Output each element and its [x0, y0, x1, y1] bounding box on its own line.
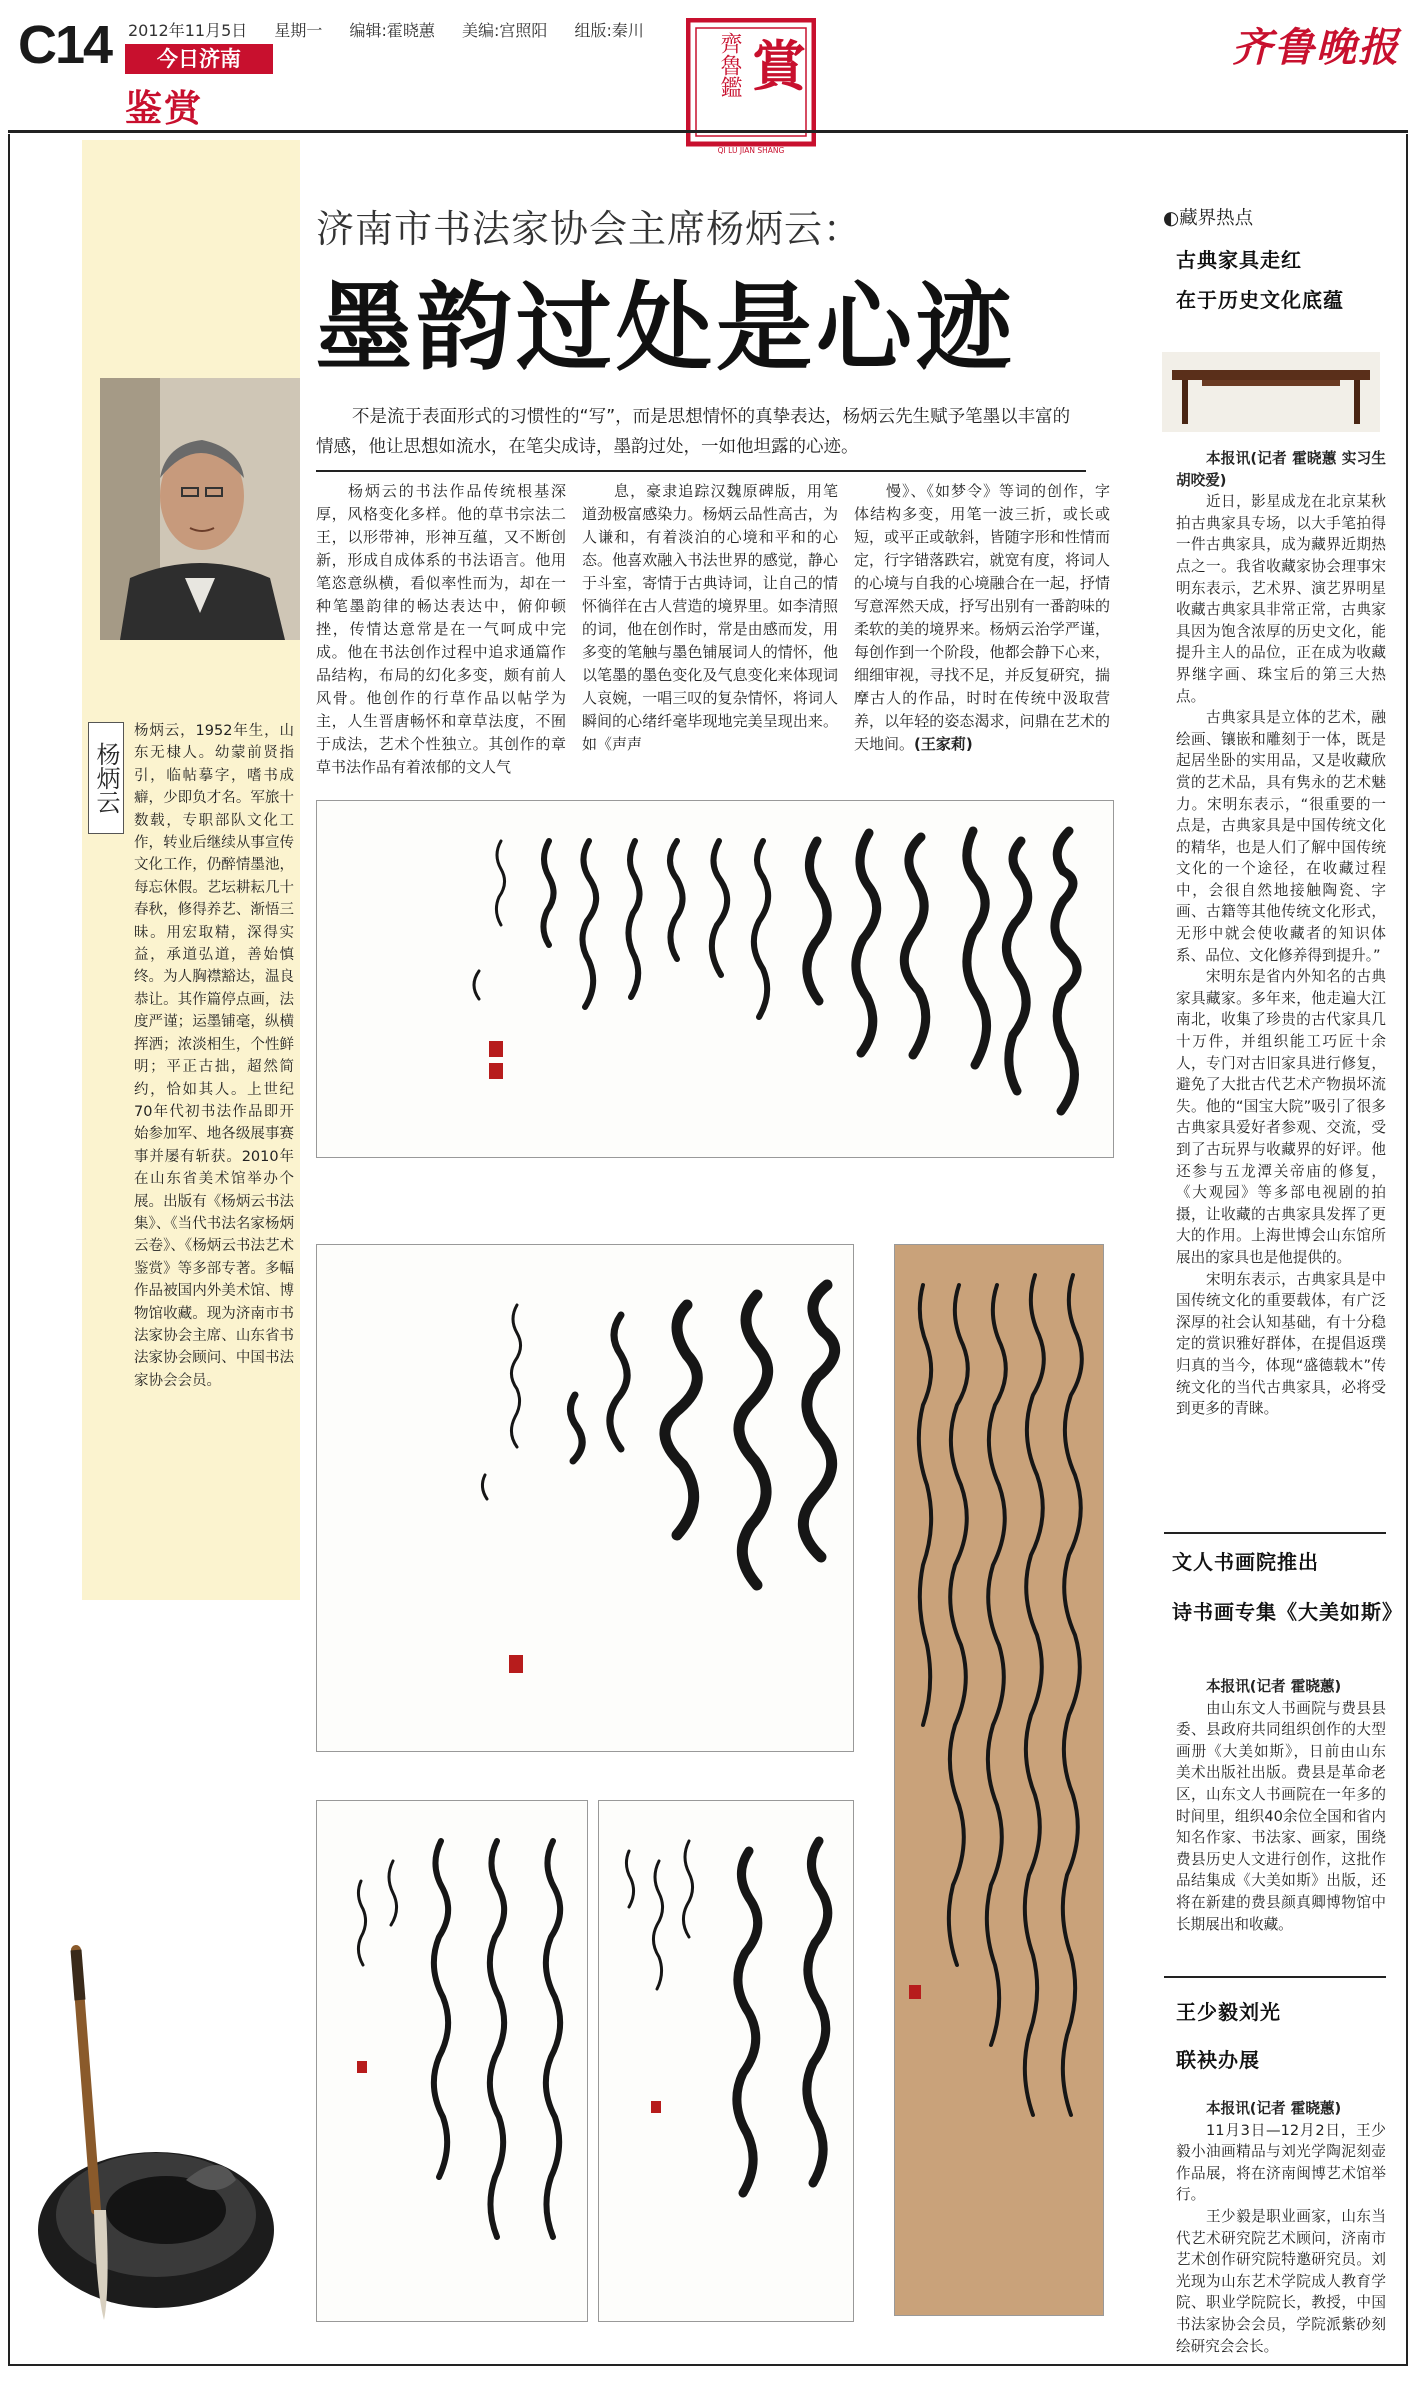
frame-bottom: [8, 2364, 1408, 2366]
page-number: C14: [18, 15, 112, 75]
story2-para1: 由山东文人书画院与费县县委、县政府共同组织创作的大型画册《大美如斯》，日前由山东美术出版社出版。费县是革命老区，山东文人书画院在一年多的时间里，组织40余位全国和省内知名作家、书法家、画家，围绕费县历史人文进行创作，这批作品结集成《大美如斯》出版，还将在新建的费县颜真卿博物馆中长期展出和收藏。: [1176, 1699, 1386, 1933]
story2-title-line1: 文人书画院推出: [1172, 1550, 1319, 1574]
newspaper-brand: 齐鲁晚报: [1232, 25, 1400, 71]
article-kicker: 济南市书法家协会主席杨炳云：: [316, 207, 863, 251]
issue-weekday: 星期一: [274, 21, 323, 40]
article-lead: 不是流于表面形式的习惯性的“写”，而是思想情怀的真挚表达，杨炳云先生赋予笔墨以丰富的情感，他让思想如流水，在笔尖成诗，墨韵过处，一如他坦露的心迹。: [316, 407, 1071, 457]
article-column-2: 息，豪隶追踪汉魏原碑版，用笔道劲极富感染力。杨炳云品性高古，为人谦和，有着淡泊的心境和平和的心态。他喜欢融入书法世界的感觉，静心于斗室，寄情于古典诗词，让自己的情怀徜徉在古人营造的境界里。如李清照的词，他在创作时，常是由感而发，用多变的笔触与墨色铺展词人的情怀，他以笔墨的墨色变化及气息变化来体现词人哀婉，一唱三叹的复杂情怀，将词人瞬间的心绪纤毫毕现地完美呈现出来。如《声声: [582, 482, 838, 753]
issue-meta: [128, 18, 666, 41]
frame-right: [1406, 134, 1408, 2366]
calligraphy-work-1: [316, 800, 1114, 1158]
logo-main-char: 賞: [752, 34, 806, 98]
typesetter-credit: 组版:秦川: [574, 21, 644, 40]
calligraphy-work-3: [894, 1244, 1104, 2316]
story3-para2: 王少毅是职业画家，山东当代艺术研究院艺术顾问，济南市艺术创作研究院特邀研究员。刘光现为山东艺术学院成人教育学院、职业学院院长，教授，中国书法家协会会员，学院派紫砂刻绘研究会会长。: [1176, 2207, 1386, 2355]
article-column-3-text: 慢》、《如梦令》等词的创作，字体结构多变，用笔一波三折，或长或短，或平正或欹斜，皆随字形和性情而定，行字错落跌宕，就宽有度，将词人的心境与自我的心境融合在一起，抒情写意浑然天成，抒写出别有一番韵味的柔软的美的境界来。杨炳云治学严谨，每创作到一个阶段，他都会静下心来，细细审视，寻找不足，并反复研究，揣摩古人的作品，时时在传统中汲取营养，以年轻的姿态渴求，问鼎在艺术的天地间。: [854, 482, 1110, 753]
story1-title-line2: 在于历史文化底蕴: [1176, 288, 1344, 312]
article-column-1: 杨炳云的书法作品传统根基深厚，风格变化多样。他的草书宗法二王，以形带神，形神互蕴，又不断创新，形成自成体系的书法语言。他用笔恣意纵横，看似率性而为，却在一种笔墨韵律的畅达表达中，俯仰顿挫，传情达意常是在一气呵成中完成。他在书法创作过程中追求通篇作品结构，布局的幻化多变，颇有前人风骨。他创作的行草作品以帖学为主，人生晋唐畅怀和章草法度，不囿于成法，艺术个性独立。其创作的章草书法作品有着浓郁的文人气: [316, 482, 566, 776]
column-logo: [686, 18, 816, 166]
story3-para1: 11月3日—12月2日，王少毅小油画精品与刘光学陶泥刻壶作品展，将在济南闽博艺术馆举行。: [1176, 2121, 1386, 2204]
story1-para1: 近日，影星成龙在北京某秋拍古典家具专场，以大手笔拍得一件古典家具，成为藏界近期热点之一。我省收藏家协会理事宋明东表示，艺术界、演艺界明星收藏古典家具非常正常，古典家具因为饱含浓厚的历史文化，能提升主人的品位，正在成为收藏界继字画、珠宝后的第三大热点。: [1176, 493, 1386, 705]
editor-credit: 编辑:霍晓蕙: [349, 21, 435, 40]
masthead-rule: [8, 130, 1408, 133]
antique-table-photo: [1162, 352, 1380, 432]
section-name: 鉴赏: [125, 87, 203, 130]
portrait-caption: 杨炳云: [88, 722, 124, 834]
right-section-label: ◐藏界热点: [1163, 208, 1254, 229]
story1-dateline: 本报讯(记者 霍晓蕙 实习生 胡咬爱): [1176, 450, 1386, 489]
story2-divider: [1164, 1532, 1386, 1534]
story1-title-line1: 古典家具走红: [1176, 248, 1302, 272]
calligraphy-work-2: [316, 1244, 854, 1752]
designer-credit: 美编:宫照阳: [461, 21, 548, 40]
author-bio: 杨炳云，1952年生，山东无棣人。幼蒙前贤指引，临帖摹字，嗜书成癖，少即负才名。军旅十数载，专职部队文化工作，转业后继续从事宣传文化工作，仍醉情墨池，每忘休假。艺坛耕耘几十春秋，修得养艺、渐悟三昧。用宏取精，深得实益，承道弘道，善始慎终。为人胸襟豁达，温良恭让。其作篇停点画，法度严谨；运墨铺毫，纵横挥洒；浓淡相生，个性鲜明；平正古拙，超然简约，恰如其人。上世纪70年代初书法作品即开始参加军、地各级展事赛事并屡有斩获。2010年在山东省美术馆举办个展。出版有《杨炳云书法集》、《当代书法名家杨炳云卷》、《杨炳云书法艺术鉴赏》等多部专著。多幅作品被国内外美术馆、博物馆收藏。现为济南市书法家协会主席、山东省书法家协会顾问、中国书法家协会会员。: [134, 723, 294, 1389]
story3-divider: [1164, 1976, 1386, 1978]
frame-left: [8, 134, 10, 2366]
calligraphy-work-5: [598, 1800, 854, 2322]
story1-para3: 宋明东是省内外知名的古典家具藏家。多年来，他走遍大江南北，收集了珍贵的古代家具几十万件，并组织能工巧匠十余人，专门对古旧家具进行修复，避免了大批古代艺术产物损坏流失。他的“国宝大院”吸引了很多古典家具爱好者参观、交流，受到了古玩界与收藏界的好评。他还参与五龙潭关帝庙的修复，《大观园》等多部电视剧的拍摄，让收藏的古典家具发挥了更大的作用。上海世博会山东馆所展出的家具也是他提供的。: [1176, 968, 1386, 1266]
lead-divider: [316, 470, 1086, 472]
logo-pinyin: QI LU JIAN SHANG: [717, 146, 785, 155]
story1-para4: 宋明东表示，古典家具是中国传统文化的重要载体，有广泛深厚的社会认知基础，有十分稳定的赏识雅好群体，在提倡返璞归真的当今，体现“盛德载木”传统文化的当代古典家具，必将受到更多的青睐。: [1176, 1270, 1386, 1418]
story3-title-line2: 联袂办展: [1176, 2048, 1260, 2072]
story2-body: [1176, 1676, 1386, 1935]
story2-title-line2: 诗书画专集《大美如斯》: [1172, 1600, 1403, 1624]
story3-dateline: 本报讯(记者 霍晓蕙): [1206, 2100, 1342, 2117]
issue-date: 2012年11月5日: [128, 21, 248, 40]
story2-dateline: 本报讯(记者 霍晓蕙): [1206, 1678, 1342, 1695]
story3-body: [1176, 2098, 1386, 2357]
section-tab[interactable]: 今日济南: [125, 44, 273, 74]
author-portrait: [100, 378, 300, 640]
inkstone-brush-photo: [36, 1910, 286, 2330]
article-column-3: [854, 480, 1110, 756]
article-headline: 墨韵过处是心迹: [316, 271, 1016, 384]
story3-title-line1: 王少毅刘光: [1176, 2000, 1281, 2024]
logo-sub-chars: 齊魯鑑: [717, 32, 742, 98]
calligraphy-work-4: [316, 1800, 588, 2322]
story1-para2: 古典家具是立体的艺术，融绘画、镶嵌和雕刻于一体，既是起居坐卧的实用品，又是收藏欣赏的艺术品，具有隽永的艺术魅力。宋明东表示，“很重要的一点是，古典家具是中国传统文化的精华，也是人们了解中国传统文化的一个途径，在收藏过程中，会很自然地接触陶瓷、字画、古籍等其他传统文化形式，无形中就会使收藏者的知识体系、品位、文化修养得到提升。”: [1176, 709, 1386, 964]
story1-body: [1176, 448, 1386, 1420]
article-author: (王家莉): [914, 735, 973, 753]
